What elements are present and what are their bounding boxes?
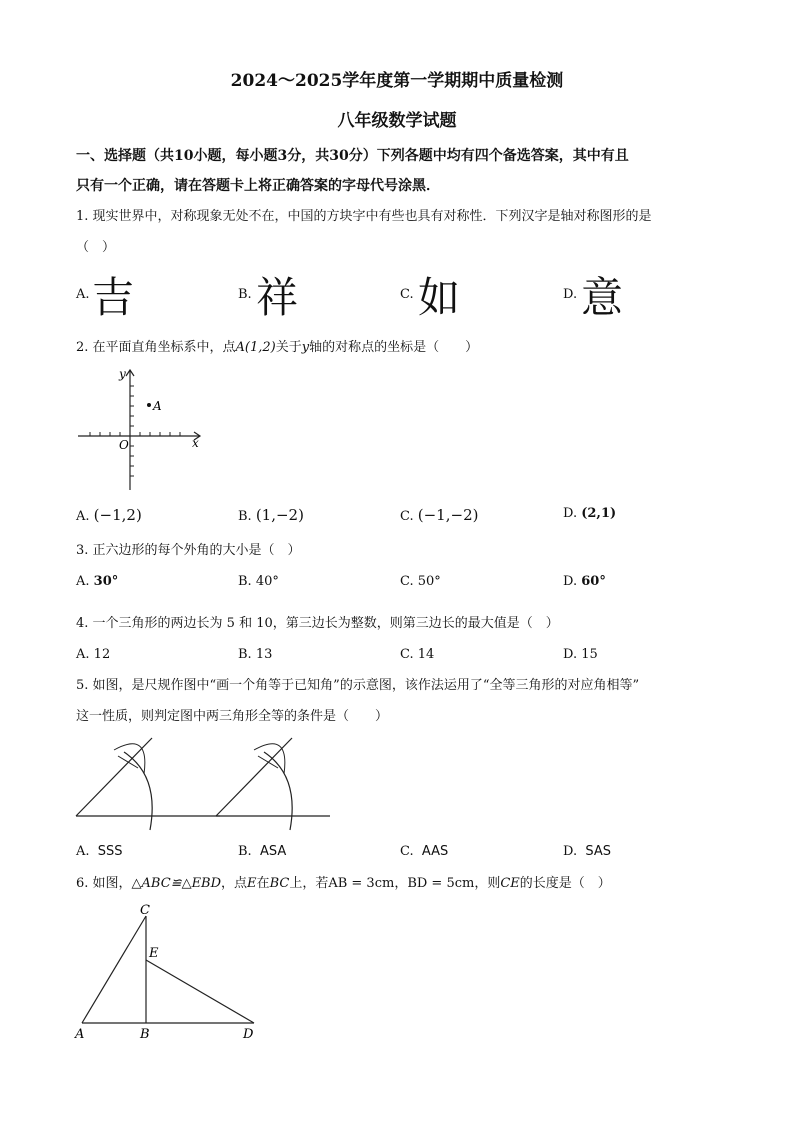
q2-option-d-letter: D. [563,506,578,521]
q6-ce: CE [500,876,520,891]
q6-stem-e: ，则 [474,876,501,891]
q2-option-b-text: (1,−2) [255,506,304,524]
q4-option-a [76,647,110,662]
q4-option-c-letter: C. [400,647,414,662]
q2-option-c-letter: C. [400,509,414,524]
q2-option-d [563,506,616,521]
q3-option-a-text: 30° [93,574,119,589]
q2-option-c-text: (−1,−2) [417,506,479,524]
q4-option-b-text: 13 [255,647,273,662]
section-instruction-line2: 只有一个正确，请在答题卡上将正确答案的字母代号涂黑． [76,178,440,194]
q5-option-d-letter: D. [563,844,578,859]
x-ticks [90,432,180,436]
q5-construction-figure [72,734,336,834]
q6-stem [76,875,611,893]
q3-option-a-letter: A. [76,574,90,589]
q1-option-d-char: 意 [581,273,624,322]
q1-option-b-letter: B. [238,287,252,302]
label-c: C [140,903,150,918]
q1-stem-line2: （ ） [76,240,116,255]
q2-option-c [400,506,478,524]
q1-option-c-char: 如 [418,273,461,322]
q5-option-a [76,844,123,859]
segment-ed [146,960,254,1023]
q6-stem-c: 在 [256,876,270,891]
label-b: B [140,1027,150,1042]
q4-option-b [238,647,272,662]
q5-stem-line1: 5. 如图，是尺规作图中“画一个角等于已知角”的示意图，该作法运用了“全等三角形的对应角相等” [76,678,640,693]
q2-stem-b: 关于 [275,340,302,355]
q5-option-d [563,844,611,859]
q3-option-d-letter: D. [563,574,578,589]
q5-option-c [400,844,448,859]
q1-option-a-char: 吉 [92,273,135,322]
left-large-arc [124,752,152,830]
q4-option-a-text: 12 [93,647,111,662]
q3-option-b-text: 40° [255,574,279,589]
q2-option-d-text: (2,1) [581,506,617,521]
q1-option-a-letter: A. [76,287,90,302]
q5-option-b-letter: B. [238,844,252,859]
q5-option-c-letter: C. [400,844,414,859]
point-a-dot [147,403,151,407]
page-title: 2024～2025学年度第一学期期中质量检测 [230,71,564,91]
q4-option-a-letter: A. [76,647,90,662]
q4-option-d-letter: D. [563,647,578,662]
q2-coordinate-figure [72,364,212,494]
page-subtitle: 八年级数学试题 [337,111,457,131]
q6-stem-f: 的长度是（ ） [519,876,611,891]
q3-option-b [238,574,279,589]
q4-option-d [563,647,598,662]
origin-label: O [119,438,129,452]
q5-option-d-text: SAS [585,844,611,859]
q5-stem-line2: 这一性质，则判定图中两三角形全等的条件是（ ） [76,709,389,724]
q3-option-a [76,574,118,589]
q6-stem-d: 上，若 [289,876,329,891]
q1-stem-line1: 1. 现实世界中，对称现象无处不在，中国的方块字中有些也具有对称性．下列汉字是轴对称图形的是 [76,209,652,224]
q1-option-d-letter: D. [563,287,578,302]
q2-option-b [238,506,304,524]
q3-option-d [563,574,606,589]
q2-stem-c: 轴的对称点的坐标是（ ） [309,340,479,355]
q3-option-c-text: 50° [417,574,441,589]
q6-point-e: E [247,876,257,891]
right-large-arc [264,752,292,830]
section-instruction-line1: 一、选择题（共10小题，每小题3分，共30分）下列各题中均有四个备选答案，其中有且 [76,148,629,164]
x-axis-label: x [192,436,199,450]
point-a-label: A [153,399,162,413]
q5-option-a-letter: A. [76,844,90,859]
q6-triangle-figure [70,898,270,1046]
q4-option-d-text: 15 [581,647,598,662]
q6-segment-bc: BC [269,876,290,891]
label-a: A [75,1027,85,1042]
q5-option-a-text: SSS [97,844,123,859]
q5-option-b [238,844,286,859]
q3-stem: 3. 正六边形的每个外角的大小是（ ） [76,543,301,558]
q5-option-c-text: AAS [421,844,449,859]
right-cross-mark [258,756,278,768]
q6-stem-a: 6. 如图， [76,876,132,891]
label-e: E [149,946,159,961]
q2-axis: y [301,340,310,355]
q6-ab: AB = 3cm [328,876,395,891]
y-ticks [130,386,134,476]
q6-bd: BD = 5cm [407,876,475,891]
q2-option-a-letter: A. [76,509,90,524]
q2-option-a-text: (−1,2) [93,506,142,524]
q6-congruence: △ABC≌△EBD [131,876,222,891]
q5-option-b-text: ASA [259,844,287,859]
y-axis-label: y [119,367,126,381]
q4-option-c-text: 14 [417,647,435,662]
q2-stem [76,339,478,357]
left-small-arc [114,744,145,774]
left-cross-mark [118,756,138,768]
q4-option-c [400,647,434,662]
label-d: D [243,1027,254,1042]
right-small-arc [254,744,285,774]
q4-stem: 4. 一个三角形的两边长为 5 和 10，第三边长为整数，则第三边长的最大值是（ ） [76,616,559,631]
q6-stem-b: ，点 [221,876,248,891]
q2-option-b-letter: B. [238,509,252,524]
q3-option-b-letter: B. [238,574,252,589]
q1-option-b-char: 祥 [256,273,299,322]
q3-option-c [400,574,441,589]
q1-option-c-letter: C. [400,287,414,302]
q3-option-c-letter: C. [400,574,414,589]
q2-point: A(1,2) [235,340,276,355]
q4-option-b-letter: B. [238,647,252,662]
segment-ac [82,916,146,1023]
q6-sep: ， [394,876,408,891]
q2-option-a [76,506,142,524]
q3-option-d-text: 60° [581,574,606,589]
q2-stem-a: 2. 在平面直角坐标系中，点 [76,340,236,355]
